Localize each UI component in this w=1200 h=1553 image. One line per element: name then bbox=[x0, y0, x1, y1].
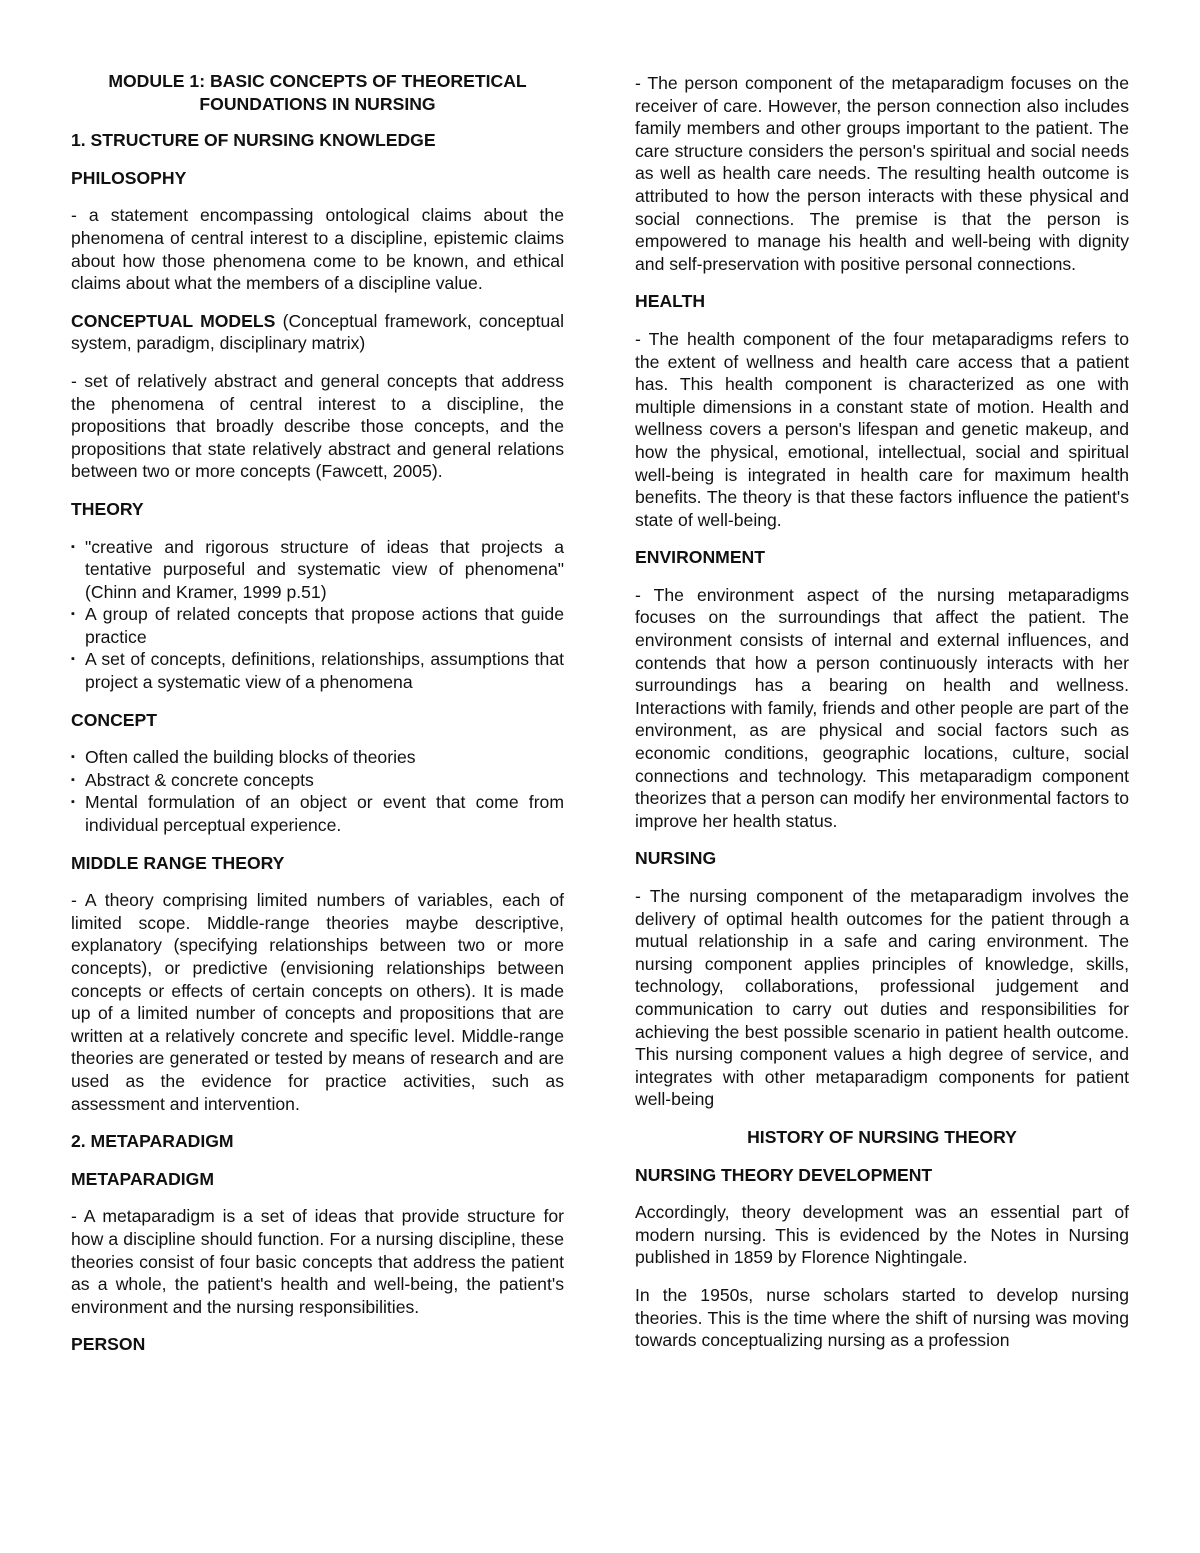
conceptual-models-alias: (Conceptual framework, conceptual system, paradigm, disciplinary matrix) bbox=[71, 310, 565, 354]
list-item: ▪ A set of concepts, definitions, relationships, assumptions that project a systematic view of a phenomena bbox=[71, 648, 564, 693]
heading-middle-range-theory: MIDDLE RANGE THEORY bbox=[71, 852, 285, 873]
section-heading-metaparadigm: 2. METAPARADIGM bbox=[71, 1131, 234, 1152]
nursing-theory-development-text-1: Accordingly, theory development was an essential part of modern nursing. This is evidenced by the Notes in Nursing published in 1859 by Florence Nightingale. bbox=[635, 1202, 1129, 1268]
person-text: - The person component of the metaparadigm focuses on the receiver of care. However, the person connection also includes family members and other groups important to the patient. The care structure considers the person's spiritual and social needs as well as health care needs. The resulting health outcome is attributed to how the person interacts with these physical and social connections. The premise is that the person is empowered to manage his health and well-being with dignity and self-preservation with positive personal connections. bbox=[635, 73, 1129, 274]
health-text: - The health component of the four metaparadigms refers to the extent of wellness and health care access that a patient has. This health component is characterized as one with multiple dimensions in a constant state of motion. Health and wellness covers a person's lifespan and genetic makeup, and how the physical, emotional, intellectual, social and spiritual well-being is integrated in health care for maximum health benefits. The theory is that these factors influence the patient's state of well-being. bbox=[635, 328, 1129, 530]
nursing-text: - The nursing component of the metaparadigm involves the delivery of optimal health outcomes for the patient through a mutual relationship in a safe and caring environment. The nursing component applies principles of knowledge, skills, technology, collaborations, professional judgement and communication to carry out duties and responsibilities for achieving the best possible scenario in patient health outcome. This nursing component values a high degree of service, and integrates with other metaparadigm components for patient well-being bbox=[635, 886, 1129, 1110]
conceptual-models-text: - set of relatively abstract and general concepts that address the phenomena of central interest to a discipline, the propositions that broadly describe those concepts, and the propositions that state relatively abstract and general relations between two or more concepts (Fawcett, 2005). bbox=[71, 370, 564, 482]
section-heading-structure: 1. STRUCTURE OF NURSING KNOWLEDGE bbox=[71, 130, 436, 151]
theory-list bbox=[71, 536, 564, 694]
heading-conceptual-models: CONCEPTUAL MODELS bbox=[71, 310, 276, 331]
heading-nursing: NURSING bbox=[635, 848, 717, 869]
right-column bbox=[635, 72, 1129, 1352]
list-item: ▪ Often called the building blocks of theories bbox=[71, 746, 564, 769]
heading-concept: CONCEPT bbox=[71, 709, 158, 730]
list-item: ▪ A group of related concepts that propose actions that guide practice bbox=[71, 603, 564, 648]
list-item: ▪ "creative and rigorous structure of ideas that projects a tentative purposeful and systematic view of phenomena" (Chinn and Kramer, 1999 p.51) bbox=[71, 536, 564, 604]
middle-range-theory-text: - A theory comprising limited numbers of variables, each of limited scope. Middle-range theories maybe descriptive, explanatory (specifying relationships between two or more concepts), or predictive (envisioning relationships between concepts or effects of certain concepts on others). It is made up of a limited number of concepts and propositions that are written at a relatively concrete and specific level. Middle-range theories are generated or tested by means of research and are used as the evidence for practice activities, such as assessment and intervention. bbox=[71, 890, 564, 1114]
heading-nursing-theory-development: NURSING THEORY DEVELOPMENT bbox=[635, 1164, 933, 1185]
nursing-theory-development-text-2: In the 1950s, nurse scholars started to develop nursing theories. This is the time where the shift of nursing was moving towards conceptualizing nursing as a profession bbox=[635, 1284, 1129, 1351]
metaparadigm-text: - A metaparadigm is a set of ideas that provide structure for how a discipline should function. For a nursing discipline, these theories consist of four basic concepts that address the patient as a whole, the patient's health and well-being, the patient's environment and the nursing responsibilities. bbox=[71, 1206, 564, 1317]
heading-person: PERSON bbox=[71, 1334, 146, 1355]
module-title-line-2: FOUNDATIONS IN NURSING bbox=[199, 93, 436, 114]
heading-history-of-nursing-theory: HISTORY OF NURSING THEORY bbox=[747, 1126, 1017, 1147]
heading-philosophy: PHILOSOPHY bbox=[71, 167, 187, 188]
heading-environment: ENVIRONMENT bbox=[635, 547, 766, 568]
environment-text: - The environment aspect of the nursing metaparadigms focuses on the surroundings that affect the patient. The environment consists of internal and external influences, and contends that how a person continuously interacts with her surroundings has a bearing on health and wellness. Interactions with family, friends and other people are part of the environment, as are physical and social factors such as economic conditions, geographic locations, culture, social connections and technology. This metaparadigm component theorizes that a person can modify her environmental factors to improve her health status. bbox=[635, 584, 1129, 831]
conceptual-models-line bbox=[71, 310, 564, 355]
left-column bbox=[71, 70, 564, 1356]
heading-health: HEALTH bbox=[635, 291, 706, 312]
module-title-line-1: MODULE 1: BASIC CONCEPTS OF THEORETICAL bbox=[108, 71, 527, 91]
heading-theory: THEORY bbox=[71, 498, 144, 519]
concept-list bbox=[71, 746, 564, 836]
philosophy-text: - a statement encompassing ontological claims about the phenomena of central interest to a discipline, epistemic claims about how those phenomena come to be known, and ethical claims about what the members of a discipline value. bbox=[71, 205, 564, 294]
heading-metaparadigm: METAPARADIGM bbox=[71, 1168, 215, 1189]
list-item: ▪ Mental formulation of an object or event that come from individual perceptual experience. bbox=[71, 791, 564, 836]
list-item: ▪ Abstract & concrete concepts bbox=[71, 769, 564, 792]
